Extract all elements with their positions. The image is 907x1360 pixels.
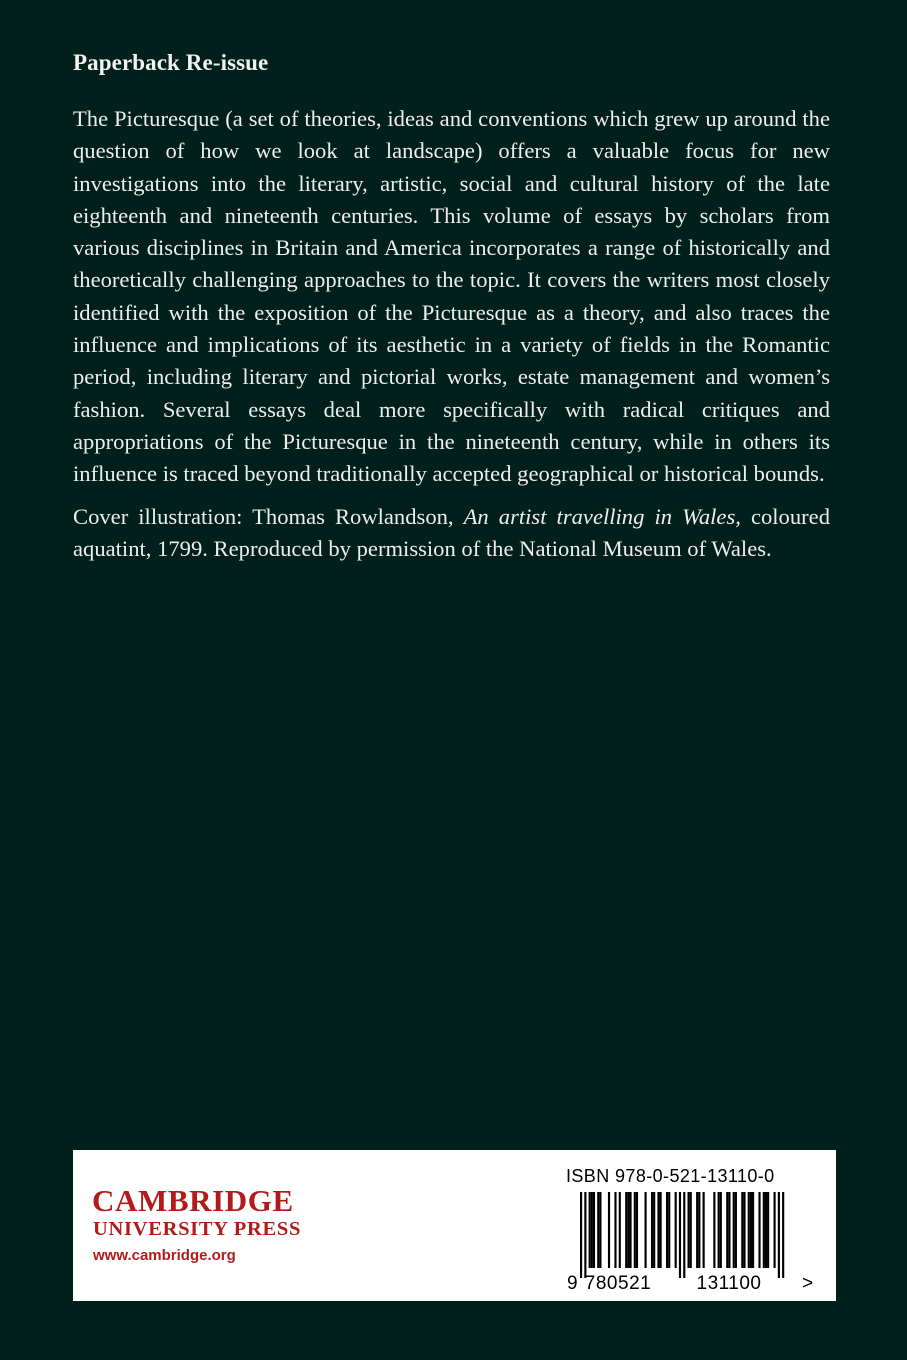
barcode-bar <box>593 1192 595 1268</box>
barcode-bar <box>591 1192 593 1268</box>
barcode-bar <box>758 1192 760 1268</box>
barcode-bar <box>741 1192 743 1268</box>
barcode-bar <box>767 1192 769 1268</box>
barcode-panel <box>73 1150 836 1301</box>
book-description: The Picturesque (a set of theories, ideas and conventions which grew up around the question of how we look at landscape) offers a valuable focus for new investigations into the literary, artistic, social and cultural history of the late eighteenth and nineteenth centuries. This volume of essays by scholars from various disciplines in Britain and America incorporates a range of historically and theoretically challenging approaches to the topic. It covers the writers most closely identified with the exposition of the Picturesque as a theory, and also traces the influence and implications of its aesthetic in a variety of fields in the Romantic period, including literary and pictorial works, estate management and women’s fashion. Several essays deal more specifically with radical critiques and appropriations of the Picturesque in the nineteenth century, while in others its influence is traced beyond traditionally accepted geographical or historical bounds. <box>73 106 830 487</box>
isbn-barcode <box>566 1192 816 1292</box>
barcode-quiet-mark: > <box>802 1273 814 1292</box>
barcode-guard-bar <box>778 1192 780 1278</box>
barcode-guard-bar <box>580 1192 582 1278</box>
barcode-bar <box>599 1192 601 1268</box>
barcode-bar <box>675 1192 677 1268</box>
barcode-first-digit: 9 <box>567 1273 578 1292</box>
barcode-bar <box>720 1192 722 1268</box>
barcode-bar <box>752 1192 754 1268</box>
barcode-bar <box>614 1192 616 1268</box>
publisher-name: CAMBRIDGE <box>92 1183 294 1218</box>
cover-illustration-credit <box>73 501 830 566</box>
barcode-bar <box>688 1192 690 1268</box>
barcode-right-digits: 131100 <box>696 1273 762 1292</box>
barcode-bar <box>668 1192 670 1268</box>
barcode-bar <box>657 1192 659 1268</box>
publisher-subname: UNIVERSITY PRESS <box>93 1218 302 1240</box>
barcode-bar <box>698 1192 700 1268</box>
barcode-bar <box>703 1192 705 1268</box>
barcode-bar <box>651 1192 653 1268</box>
barcode-bar <box>636 1192 638 1268</box>
publisher-logo <box>92 1185 332 1264</box>
barcode-guard-bar <box>782 1192 784 1278</box>
barcode-bar <box>653 1192 655 1268</box>
barcode-bar <box>750 1192 752 1268</box>
barcode-bar <box>666 1192 668 1268</box>
barcode-bar <box>597 1192 599 1268</box>
barcode-bars <box>580 1192 784 1278</box>
artwork-title: An artist travelling in Wales, <box>463 504 741 529</box>
barcode-bar <box>608 1192 610 1268</box>
barcode-bar <box>627 1192 629 1268</box>
barcode-bar <box>726 1192 728 1268</box>
publisher-url: www.cambridge.org <box>93 1247 236 1264</box>
barcode-bar <box>690 1192 692 1268</box>
barcode-bar <box>645 1192 647 1268</box>
barcode-bar <box>713 1192 715 1268</box>
barcode-guard-bar <box>679 1192 681 1278</box>
credit-prefix: Cover illustration: Thomas Rowlandson, <box>73 504 464 529</box>
barcode-bar <box>748 1192 750 1268</box>
barcode-bar <box>589 1192 591 1268</box>
barcode-bar <box>660 1192 662 1268</box>
barcode-bar <box>733 1192 735 1268</box>
barcode-bar <box>735 1192 737 1268</box>
barcode-bar <box>634 1192 636 1268</box>
barcode-guard-bar <box>584 1192 586 1278</box>
barcode-guard-bar <box>683 1192 685 1278</box>
barcode-bar <box>763 1192 765 1268</box>
barcode-left-digits: 780521 <box>584 1273 652 1292</box>
credit-suffix: coloured aquatint, 1799. Reproduced by permission of the National Museum of Wales. <box>73 504 830 562</box>
barcode-bar <box>696 1192 698 1268</box>
reissue-heading: Paperback Re-issue <box>73 50 269 75</box>
barcode-bar <box>774 1192 776 1268</box>
barcode-bar <box>743 1192 745 1268</box>
isbn-label: ISBN 978-0-521-13110-0 <box>566 1166 775 1186</box>
barcode-bar <box>619 1192 621 1268</box>
barcode-bar <box>625 1192 627 1268</box>
barcode-bar <box>765 1192 767 1268</box>
barcode-bar <box>629 1192 631 1268</box>
barcode-bar <box>718 1192 720 1268</box>
barcode-bar <box>728 1192 730 1268</box>
